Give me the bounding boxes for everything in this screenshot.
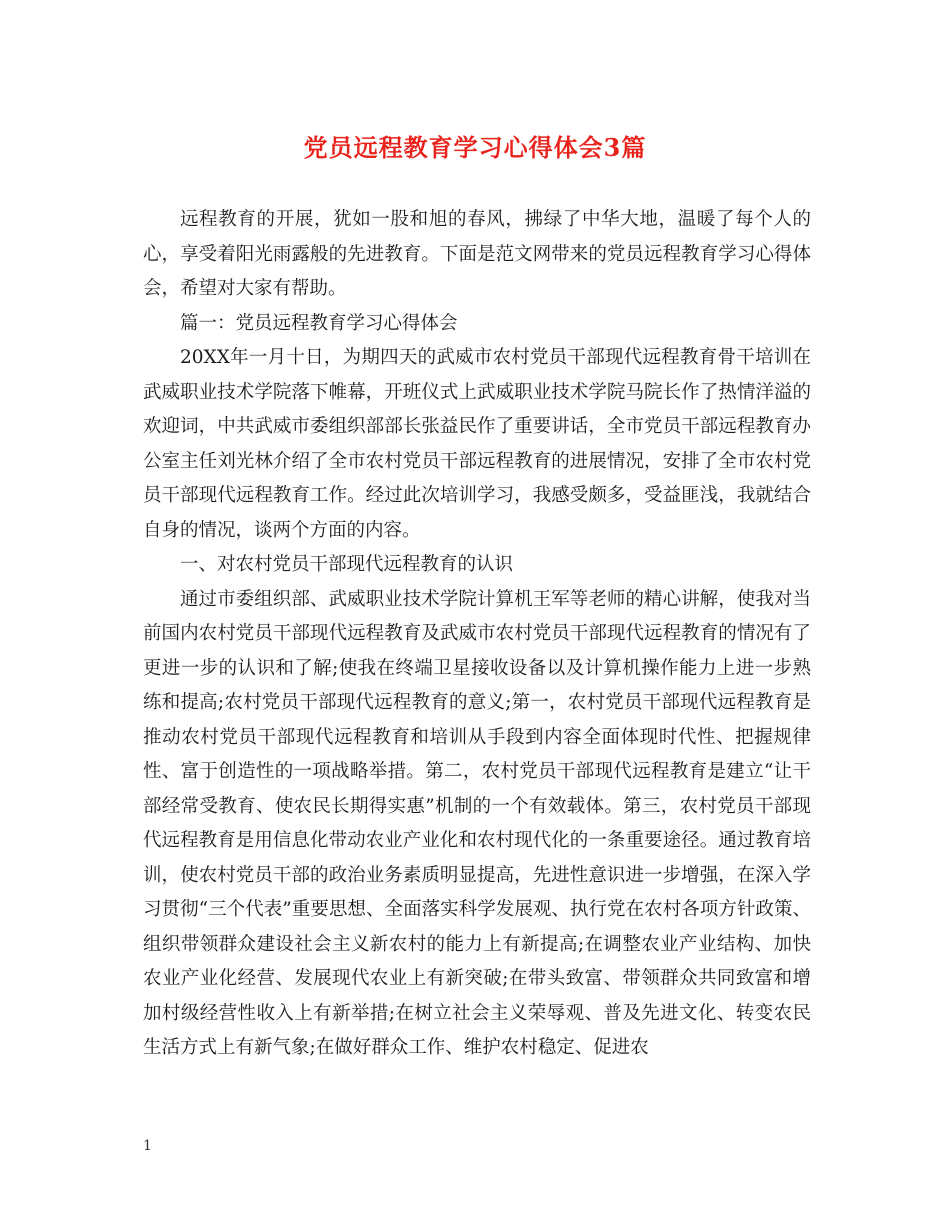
document-title: 党员远程教育学习心得体会3篇 [303, 133, 647, 162]
document-body [143, 203, 811, 1066]
subsection-heading: 一、对农村党员干部现代远程教育的认识 [180, 554, 514, 575]
body-paragraph: 20XX年一月十日，为期四天的武威市农村党员干部现代远程教育骨干培训在武威职业技术学院落下帷幕，开班仪式上武威职业技术学院马院长作了热情洋溢的欢迎词，中共武威市委组织部部长张益民作了重要讲话，全市党员干部远程教育办公室主任刘光林介绍了全市农村党员干部远程教育的进展情况，安排了全市农村党员干部现代远程教育工作。经过此次培训学习，我感受颇多，受益匪浅，我就结合自身的情况，谈两个方面的内容。 [143, 347, 811, 541]
body-paragraph: 通过市委组织部、武威职业技术学院计算机王军等老师的精心讲解，使我对当前国内农村党员干部现代远程教育及武威市农村党员干部现代远程教育的情况有了更进一步的认识和了解;使我在终端卫星接收设备以及计算机操作能力上进一步熟练和提高;农村党员干部现代远程教育的意义;第一，农村党员干部现代远程教育是推动农村党员干部现代远程教育和培训从手段到内容全面体现时代性、把握规律性、富于创造性的一项战略举措。第二，农村党员干部现代远程教育是建立“让干部经常受教育、使农民长期得实惠”机制的一个有效载体。第三，农村党员干部现代远程教育是用信息化带动农业产业化和农村现代化的一条重要途径。通过教育培训，使农村党员干部的政治业务素质明显提高，先进性意识进一步增强，在深入学习贯彻“三个代表”重要思想、全面落实科学发展观、执行党在农村各项方针政策、组织带领群众建设社会主义新农村的能力上有新提高;在调整农业产业结构、加快农业产业化经营、发展现代农业上有新突破;在带头致富、带领群众共同致富和增加村级经营性收入上有新举措;在树立社会主义荣辱观、普及先进文化、转变农民生活方式上有新气象;在做好群众工作、维护农村稳定、促进农 [143, 588, 811, 1058]
intro-paragraph: 远程教育的开展，犹如一股和旭的春风，拂绿了中华大地，温暖了每个人的心，享受着阳光雨露般的先进教育。下面是范文网带来的党员远程教育学习心得体会，希望对大家有帮助。 [143, 209, 811, 299]
section-heading: 篇一：党员远程教育学习心得体会 [180, 312, 458, 334]
page-number: 1 [143, 1138, 152, 1154]
